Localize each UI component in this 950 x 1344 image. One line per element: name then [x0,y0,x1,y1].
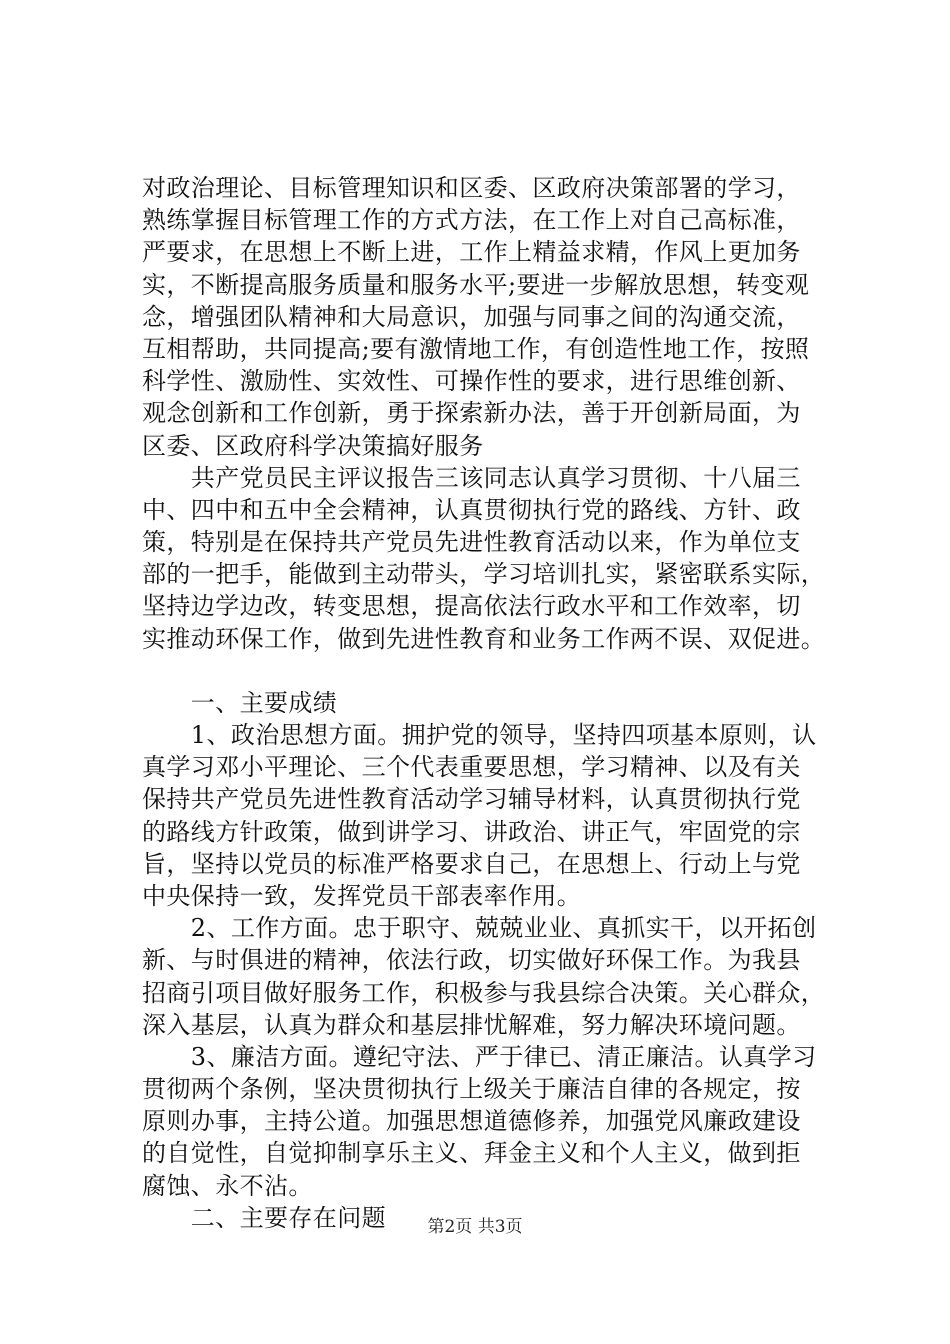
text-line: 保持共产党员先进性教育活动学习辅导材料，认真贯彻执行党 [142,785,801,814]
paragraph-1 [142,172,847,462]
text-line: 区委、区政府科学决策搞好服务 [142,431,484,460]
text-line: 中央保持一致，发挥党员干部表率作用。 [142,881,582,910]
section-heading-2: 二、主要存在问题 [142,1203,386,1232]
text-line: 3、廉洁方面。遵纪守法、严于律已、清正廉洁。认真学习 [142,1042,817,1071]
text-line: 的路线方针政策，做到讲学习、讲政治、讲正气，牢固党的宗 [142,817,801,846]
text-line: 部的一把手，能做到主动带头，学习培训扎实，紧密联系实际， [142,560,826,589]
text-line: 实，不断提高服务质量和服务水平;要进一步解放思想，转变观 [142,270,810,299]
text-line: 2、工作方面。忠于职守、兢兢业业、真抓实干，以开拓创 [142,914,817,943]
paragraph-5 [142,1041,847,1202]
text-line: 深入基层，认真为群众和基层排忧解难，努力解决环境问题。 [142,1010,801,1039]
text-line: 策，特别是在保持共产党员先进性教育活动以来，作为单位支 [142,528,801,557]
text-line: 对政治理论、目标管理知识和区委、区政府决策部署的学习， [142,174,801,202]
paragraph-gap [142,655,847,687]
body-text [142,172,847,1234]
text-line: 科学性、激励性、实效性、可操作性的要求，进行思维创新、 [142,367,801,396]
text-line: 的自觉性，自觉抑制享乐主义、拜金主义和个人主义，做到拒 [142,1139,801,1168]
text-line: 原则办事，主持公道。加强思想道德修养，加强党风廉政建设 [142,1107,801,1136]
text-line: 真学习邓小平理论、三个代表重要思想，学习精神、以及有关 [142,753,801,782]
text-line: 共产党员民主评议报告三该同志认真学习贯彻、十八届三 [142,463,801,492]
text-line: 中、四中和五中全会精神，认真贯彻执行党的路线、方针、政 [142,495,801,524]
text-line: 1、政治思想方面。拥护党的领导，坚持四项基本原则，认 [142,721,817,749]
text-line: 严要求，在思想上不断上进，工作上精益求精，作风上更加务 [142,238,801,267]
section-heading-1: 一、主要成绩 [142,688,338,717]
text-line: 招商引项目做好服务工作，积极参与我县综合决策。关心群众， [142,978,826,1007]
paragraph-2 [142,462,847,655]
text-line: 互相帮助，共同提高;要有激情地工作，有创造性地工作，按照 [142,334,810,363]
text-line: 腐蚀、永不沾。 [142,1171,313,1200]
text-line: 贯彻两个条例，坚决贯彻执行上级关于廉洁自律的各规定，按 [142,1075,801,1104]
text-line: 实推动环保工作，做到先进性教育和业务工作两不误、双促进。 [142,624,826,653]
text-line: 观念创新和工作创新，勇于探索新办法，善于开创新局面，为 [142,399,801,428]
page-footer: 第2页 共3页 [427,1217,523,1237]
paragraph-4 [142,912,847,1041]
text-line: 坚持边学边改，转变思想，提高依法行政水平和工作效率，切 [142,592,801,621]
text-line: 新、与时俱进的精神，依法行政，切实做好环保工作。为我县 [142,946,801,975]
text-line: 熟练掌握目标管理工作的方式方法，在工作上对自己高标准， [142,206,801,235]
paragraph-3 [142,719,847,912]
text-line: 旨，坚持以党员的标准严格要求自己，在思想上、行动上与党 [142,849,801,878]
text-line: 念，增强团队精神和大局意识，加强与同事之间的沟通交流， [142,302,801,331]
